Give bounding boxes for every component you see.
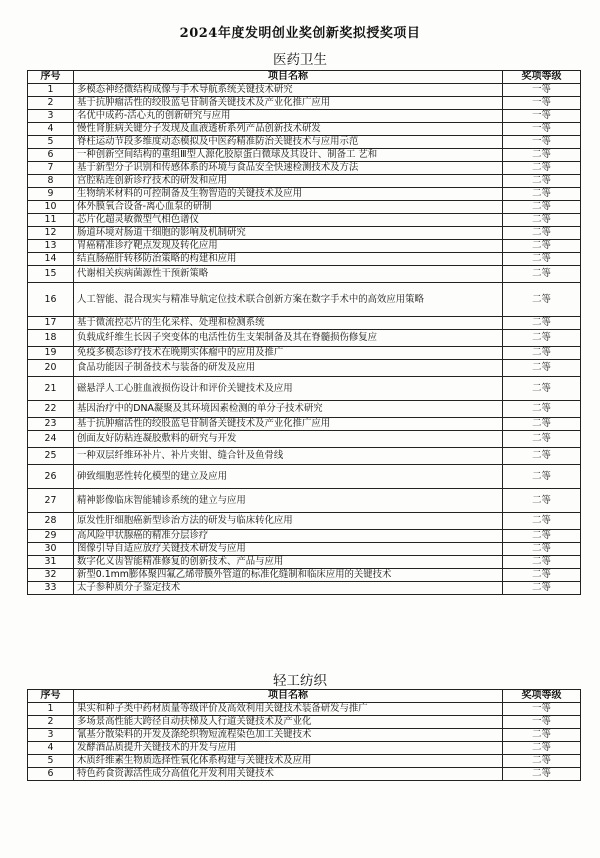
award-grade: 二等 (503, 227, 581, 240)
header-name: 项目名称 (74, 690, 503, 703)
award-grade: 二等 (503, 162, 581, 175)
project-name: 氰基分散染料的开发及涤纶织物短流程染色加工关键技术 (74, 729, 503, 742)
project-name: 基因治疗中的DNA凝聚及其环境因素检测的单分子技术研究 (74, 401, 503, 418)
project-name: 数字化义齿智能精准修复的创新技术、产品与应用 (74, 556, 503, 569)
award-grade: 二等 (503, 149, 581, 162)
row-number: 33 (28, 582, 74, 595)
table-row (28, 253, 581, 266)
table-row (28, 513, 581, 530)
award-grade: 二等 (503, 489, 581, 513)
award-grade: 一等 (503, 716, 581, 729)
table-row (28, 240, 581, 253)
project-name: 慢性肾脏病关键分子发现及血液透析系列产品创新技术研发 (74, 123, 503, 136)
award-grade: 二等 (503, 569, 581, 582)
award-grade: 二等 (503, 360, 581, 377)
table-row (28, 227, 581, 240)
row-number: 30 (28, 543, 74, 556)
row-number: 3 (28, 110, 74, 123)
project-name: 原发性肝细胞癌新型诊治方法的研发与临床转化应用 (74, 513, 503, 530)
project-name: 特色药食资源活性成分高值化开发利用关键技术 (74, 768, 503, 781)
table-row (28, 768, 581, 781)
project-name: 多模态神经微结构成像与手术导航系统关键技术研究 (74, 84, 503, 97)
row-number: 29 (28, 530, 74, 543)
project-name: 木质纤维素生物质选择性氧化体系构建与关键技术及应用 (74, 755, 503, 768)
row-number: 21 (28, 377, 74, 401)
row-number: 22 (28, 401, 74, 418)
row-number: 16 (28, 283, 74, 317)
project-name: 果实和种子类中药材质量等级评价及高效利用关键技术装备研发与推广 (74, 703, 503, 716)
award-grade: 二等 (503, 768, 581, 781)
row-number: 26 (28, 465, 74, 489)
project-name: 结直肠癌肝转移防治策略的构建和应用 (74, 253, 503, 266)
project-name: 高风险甲状腺癌的精准分层诊疗 (74, 530, 503, 543)
table-row (28, 377, 581, 401)
section-title-textile: 轻工纺织 (273, 673, 327, 689)
table-row (28, 97, 581, 110)
row-number: 8 (28, 175, 74, 188)
project-name: 多场景高性能大跨径自动扶梯及人行道关键技术及产业化 (74, 716, 503, 729)
table-row (28, 716, 581, 729)
table-row (28, 465, 581, 489)
award-grade: 二等 (503, 556, 581, 569)
row-number: 1 (28, 703, 74, 716)
row-number: 32 (28, 569, 74, 582)
table-row (28, 543, 581, 556)
table-row (28, 201, 581, 214)
table-row (28, 755, 581, 768)
award-grade: 一等 (503, 110, 581, 123)
textile-table-body (28, 703, 581, 781)
table-row (28, 123, 581, 136)
project-name: 一种双层纤维环补片、补片夹钳、缝合针及鱼骨线 (74, 448, 503, 465)
row-number: 14 (28, 253, 74, 266)
award-grade: 二等 (503, 755, 581, 768)
project-name: 体外膜氧合设备-离心血泵的研制 (74, 201, 503, 214)
table-row (28, 214, 581, 227)
table-row (28, 418, 581, 431)
row-number: 3 (28, 729, 74, 742)
project-name: 发酵酒品质提升关键技术的开发与应用 (74, 742, 503, 755)
row-number: 6 (28, 768, 74, 781)
row-number: 19 (28, 347, 74, 360)
project-name: 一种创新空间结构的重组Ⅲ型人源化胶原蛋白微球及其设计、制备工 艺和 (74, 149, 503, 162)
header-grade: 奖项等级 (503, 71, 581, 84)
project-name: 芯片化超灵敏微型气相色谱仪 (74, 214, 503, 227)
table-row (28, 266, 581, 283)
project-name: 创面友好防粘连凝胶敷料的研究与开发 (74, 431, 503, 448)
textile-award-table (27, 689, 581, 781)
header-num: 序号 (28, 71, 74, 84)
award-grade: 二等 (503, 418, 581, 431)
award-grade: 二等 (503, 431, 581, 448)
row-number: 11 (28, 214, 74, 227)
table-row (28, 110, 581, 123)
award-grade: 二等 (503, 330, 581, 347)
project-name: 基于抗肿瘤活性的绞股蓝皂苷制备关键技术及产业化推广应用 (74, 418, 503, 431)
award-grade: 二等 (503, 188, 581, 201)
table-row (28, 136, 581, 149)
table-row (28, 703, 581, 716)
award-grade: 二等 (503, 465, 581, 489)
table-row (28, 556, 581, 569)
award-grade: 二等 (503, 448, 581, 465)
project-name: 新型0.1mm膨体聚四氟乙烯带膜外管道的标准化缝制和临床应用的关键技术 (74, 569, 503, 582)
award-grade: 二等 (503, 530, 581, 543)
project-name: 图像引导自适应放疗关键技术研发与应用 (74, 543, 503, 556)
row-number: 2 (28, 97, 74, 110)
row-number: 4 (28, 123, 74, 136)
row-number: 5 (28, 755, 74, 768)
project-name: 太子参种质分子鉴定技术 (74, 582, 503, 595)
header-grade: 奖项等级 (503, 690, 581, 703)
table-row (28, 330, 581, 347)
section-title-medical: 医药卫生 (273, 52, 327, 68)
row-number: 10 (28, 201, 74, 214)
award-grade: 二等 (503, 742, 581, 755)
row-number: 25 (28, 448, 74, 465)
table-row (28, 84, 581, 97)
document-title: 2024年度发明创业奖创新奖拟授奖项目 (179, 26, 421, 41)
project-name: 基于微流控芯片的生化采样、处理和检测系统 (74, 317, 503, 330)
table-row (28, 347, 581, 360)
row-number: 13 (28, 240, 74, 253)
award-grade: 二等 (503, 582, 581, 595)
table-row (28, 188, 581, 201)
award-grade: 二等 (503, 201, 581, 214)
table-row (28, 729, 581, 742)
project-name: 生物纳米材料的可控制备及生物智造的关键技术及应用 (74, 188, 503, 201)
medical-award-table (27, 70, 581, 595)
award-grade: 二等 (503, 729, 581, 742)
row-number: 20 (28, 360, 74, 377)
award-grade: 一等 (503, 97, 581, 110)
row-number: 7 (28, 162, 74, 175)
table-row (28, 162, 581, 175)
table-row (28, 569, 581, 582)
award-grade: 一等 (503, 123, 581, 136)
project-name: 胃癌精准诊疗靶点发现及转化应用 (74, 240, 503, 253)
award-grade: 一等 (503, 84, 581, 97)
table-row (28, 530, 581, 543)
header-name: 项目名称 (74, 71, 503, 84)
project-name: 磁悬浮人工心脏血液损伤设计和评价关键技术及应用 (74, 377, 503, 401)
row-number: 2 (28, 716, 74, 729)
table-row (28, 448, 581, 465)
award-grade: 二等 (503, 317, 581, 330)
table-row (28, 317, 581, 330)
row-number: 17 (28, 317, 74, 330)
table-row (28, 360, 581, 377)
row-number: 6 (28, 149, 74, 162)
table-row (28, 283, 581, 317)
table-row (28, 431, 581, 448)
row-number: 1 (28, 84, 74, 97)
row-number: 28 (28, 513, 74, 530)
project-name: 基于新型分子识别和传感体系的环境与食品安全快速检测技术及方法 (74, 162, 503, 175)
table-header-row (28, 71, 581, 84)
project-name: 名优中成药-活心丸的创新研究与应用 (74, 110, 503, 123)
row-number: 18 (28, 330, 74, 347)
table-row (28, 489, 581, 513)
medical-table-body (28, 84, 581, 595)
project-name: 人工智能、混合现实与精准导航定位技术联合创新方案在数字手术中的高效应用策略 (74, 283, 503, 317)
project-name: 食品功能因子制备技术与装备的研发及应用 (74, 360, 503, 377)
project-name: 精神影像临床智能辅诊系统的建立与应用 (74, 489, 503, 513)
project-name: 肠道环境对肠道干细胞的影响及机制研究 (74, 227, 503, 240)
project-name: 宫腔粘连创新诊疗技术的研发和应用 (74, 175, 503, 188)
table-row (28, 582, 581, 595)
award-grade: 二等 (503, 401, 581, 418)
project-name: 基于抗肿瘤活性的绞股蓝皂苷制备关键技术及产业化推广应用 (74, 97, 503, 110)
project-name: 砷致细胞恶性转化模型的建立及应用 (74, 465, 503, 489)
row-number: 5 (28, 136, 74, 149)
award-grade: 二等 (503, 214, 581, 227)
table-row (28, 401, 581, 418)
row-number: 4 (28, 742, 74, 755)
row-number: 15 (28, 266, 74, 283)
award-grade: 二等 (503, 253, 581, 266)
award-grade: 二等 (503, 543, 581, 556)
table-row (28, 742, 581, 755)
table-row (28, 175, 581, 188)
row-number: 31 (28, 556, 74, 569)
award-grade: 二等 (503, 240, 581, 253)
award-grade: 二等 (503, 377, 581, 401)
project-name: 代谢相关疾病菌源性干预新策略 (74, 266, 503, 283)
award-grade: 二等 (503, 175, 581, 188)
table-header-row (28, 690, 581, 703)
row-number: 9 (28, 188, 74, 201)
award-grade: 二等 (503, 513, 581, 530)
award-grade: 二等 (503, 347, 581, 360)
row-number: 12 (28, 227, 74, 240)
award-grade: 二等 (503, 266, 581, 283)
award-grade: 一等 (503, 703, 581, 716)
table-row (28, 149, 581, 162)
award-grade: 二等 (503, 283, 581, 317)
row-number: 23 (28, 418, 74, 431)
row-number: 24 (28, 431, 74, 448)
header-num: 序号 (28, 690, 74, 703)
project-name: 免疫多模态诊疗技术在晚期实体瘤中的应用及推广 (74, 347, 503, 360)
award-grade: 一等 (503, 136, 581, 149)
project-name: 脊柱运动节段多维度动态模拟及中医药精准防治关键技术与应用示范 (74, 136, 503, 149)
row-number: 27 (28, 489, 74, 513)
project-name: 负载成纤维生长因子突变体的电活性仿生支架制备及其在脊髓损伤修复应 (74, 330, 503, 347)
